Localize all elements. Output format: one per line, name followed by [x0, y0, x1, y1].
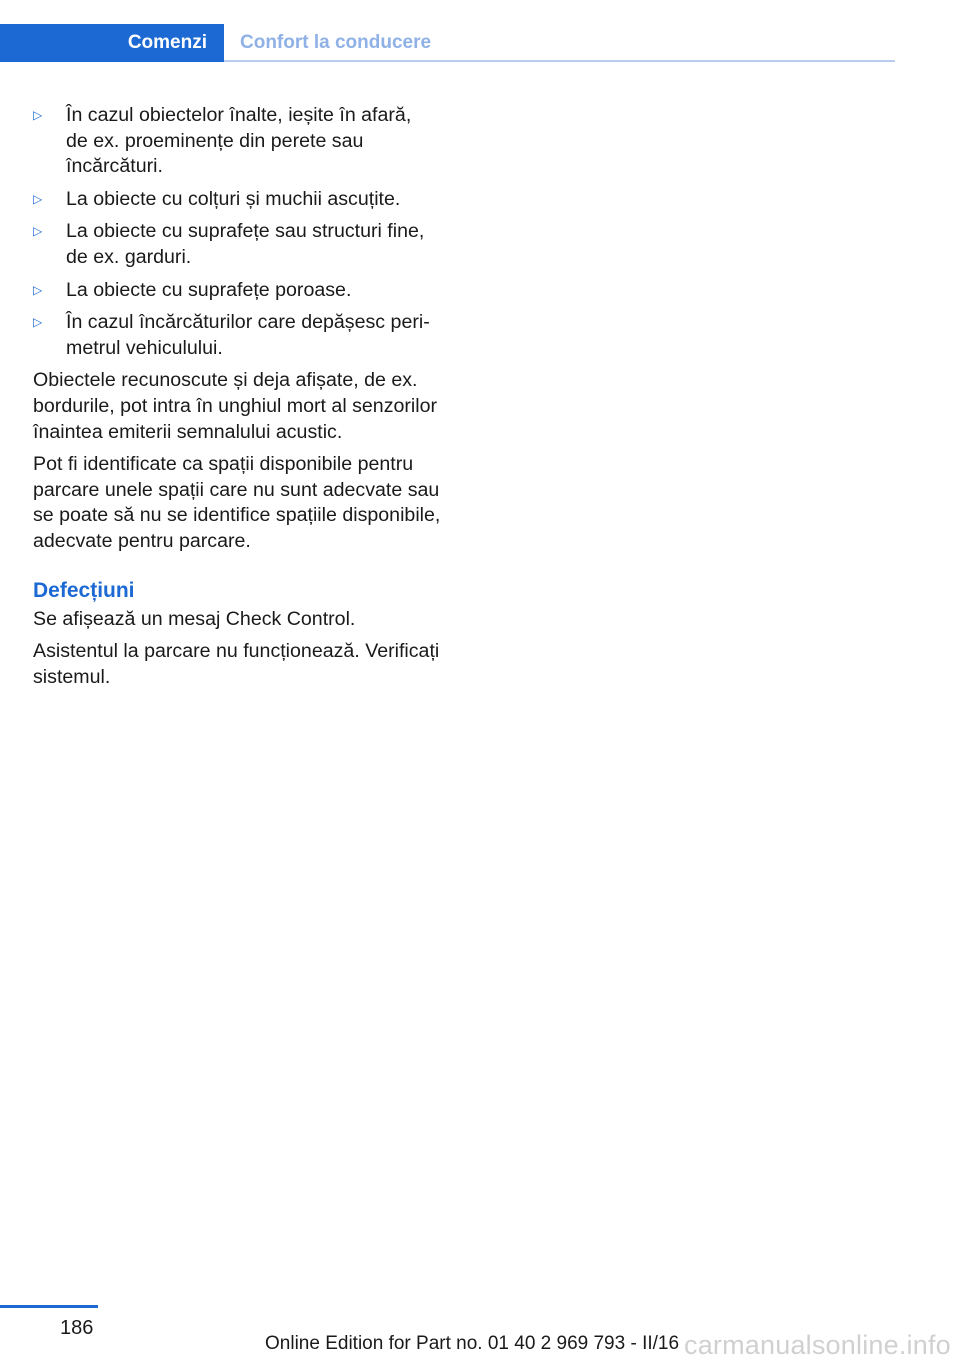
- paragraph-line: Se afișează un mesaj Check Control.: [33, 607, 356, 630]
- paragraph-line: parcare unele spații care nu sunt adecvate sau: [33, 478, 440, 501]
- paragraph: [33, 368, 449, 445]
- page-number-rule: [0, 1305, 98, 1308]
- list-item-line: încărcături.: [66, 155, 163, 178]
- list-item-line: În cazul încărcăturilor care depășesc peri‐: [66, 311, 430, 334]
- paragraph: [33, 639, 449, 690]
- list-item-line: La obiecte cu colțuri și muchii ascuțite.: [66, 187, 401, 210]
- list-item-line: În cazul obiectelor înalte, ieșite în afară,: [66, 104, 412, 126]
- header-bar: [0, 24, 895, 62]
- list-item-line: de ex. garduri.: [66, 245, 192, 268]
- triangle-right-icon: ▷: [33, 282, 43, 297]
- page-content: [33, 103, 449, 697]
- triangle-right-icon: ▷: [33, 191, 43, 206]
- triangle-right-icon: ▷: [33, 108, 43, 122]
- paragraph-line: Asistentul la parcare nu funcționează. Verificați: [33, 640, 440, 663]
- list-item-line: La obiecte cu suprafețe sau structuri fine,: [66, 220, 425, 243]
- watermark: carmanualsonline.info: [684, 1330, 951, 1360]
- tab-confort-la-conducere[interactable]: Confort la conducere: [240, 32, 432, 53]
- tab-comenzi[interactable]: Comenzi: [0, 24, 224, 62]
- paragraph-line: adecvate pentru parcare.: [33, 529, 251, 552]
- list-item-line: La obiecte cu suprafețe poroase.: [66, 278, 352, 301]
- paragraph-line: bordurile, pot intra în unghiul mort al senzorilor: [33, 394, 438, 417]
- list-item: [33, 278, 449, 304]
- list-item: [33, 219, 449, 270]
- paragraph: [33, 607, 449, 633]
- paragraph: [33, 452, 449, 554]
- list-item-line: metrul vehiculului.: [66, 336, 223, 359]
- list-item: [33, 187, 449, 213]
- paragraph-line: sistemul.: [33, 665, 111, 688]
- list-item: [33, 310, 449, 361]
- paragraph-line: Obiectele recunoscute și deja afișate, de ex.: [33, 369, 418, 392]
- header-divider: [224, 60, 895, 62]
- paragraph-line: înaintea emiterii semnalului acustic.: [33, 420, 343, 443]
- paragraph-line: Pot fi identificate ca spații disponibile pentru: [33, 453, 414, 476]
- list-item-line: de ex. proeminențe din perete sau: [66, 129, 364, 152]
- triangle-right-icon: ▷: [33, 224, 43, 239]
- edition-footer: Online Edition for Part no. 01 40 2 969 793 - II/16: [265, 1333, 680, 1354]
- page-number: 186: [60, 1317, 94, 1339]
- list-item: [33, 103, 449, 180]
- section-title: Defecțiuni: [33, 578, 135, 602]
- bullet-list: [33, 103, 449, 361]
- paragraph-line: se poate să nu se identifice spațiile disponibile,: [33, 504, 441, 527]
- triangle-right-icon: ▷: [33, 315, 43, 330]
